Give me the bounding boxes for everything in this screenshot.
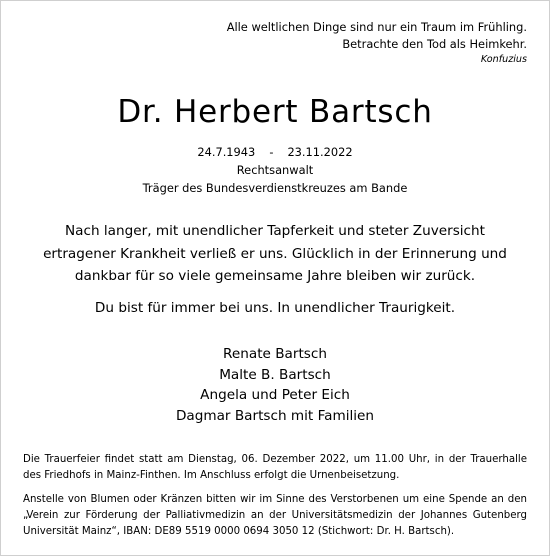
mourning-message xyxy=(1,220,549,288)
birth-date: 24.7.1943 xyxy=(197,145,256,159)
signers-list xyxy=(1,344,549,426)
signer: Renate Bartsch xyxy=(223,346,327,362)
quote-author: Konfuzius xyxy=(480,54,527,65)
donation-info: Anstelle von Blumen oder Kränzen bitten wir im Sinne des Verstorbenen um eine Spende an den „Verein zur Förderung der Palliativmedizin an der Universitätsmedizin der Johannes Gutenberg Universität Mainz“, IBAN: DE89 5519 0000 0694 3050 12 (Stichwort: Dr. H. Bartsch). xyxy=(23,494,527,537)
epigraph-quote xyxy=(227,19,527,67)
signer: Malte B. Bartsch xyxy=(219,366,331,383)
ceremony-info: Die Trauerfeier findet statt am Dienstag, 06. Dezember 2022, um 11.00 Uhr, in der Trauerhalle des Friedhofs in Mainz-Finthen. Im Anschluss erfolgt die Urnenbeisetzung. xyxy=(23,454,527,481)
quote-line-1: Alle weltlichen Dinge sind nur ein Traum im Frühling. xyxy=(226,20,527,34)
closing-line: Du bist für immer bei uns. In unendlicher Traurigkeit. xyxy=(94,300,456,316)
deceased-name: Dr. Herbert Bartsch xyxy=(117,94,433,130)
life-dates xyxy=(1,143,549,161)
quote-line-2: Betrachte den Tod als Heimkehr. xyxy=(342,37,527,51)
death-date: 23.11.2022 xyxy=(287,145,353,159)
signer: Dagmar Bartsch mit Familien xyxy=(175,407,375,424)
message-line-3: dankbar für so viele gemeinsame Jahre bleiben wir zurück. xyxy=(74,268,476,284)
date-separator: - xyxy=(269,145,274,159)
profession: Rechtsanwalt xyxy=(236,163,314,177)
signer: Angela und Peter Eich xyxy=(200,387,350,403)
honor-title: Träger des Bundesverdienstkreuzes am Bande xyxy=(142,181,408,195)
message-line-1: Nach langer, mit unendlicher Tapferkeit und steter Zuversicht xyxy=(65,223,485,239)
message-line-2: ertragener Krankheit verließ er uns. Glücklich in der Erinnerung und xyxy=(43,245,507,262)
